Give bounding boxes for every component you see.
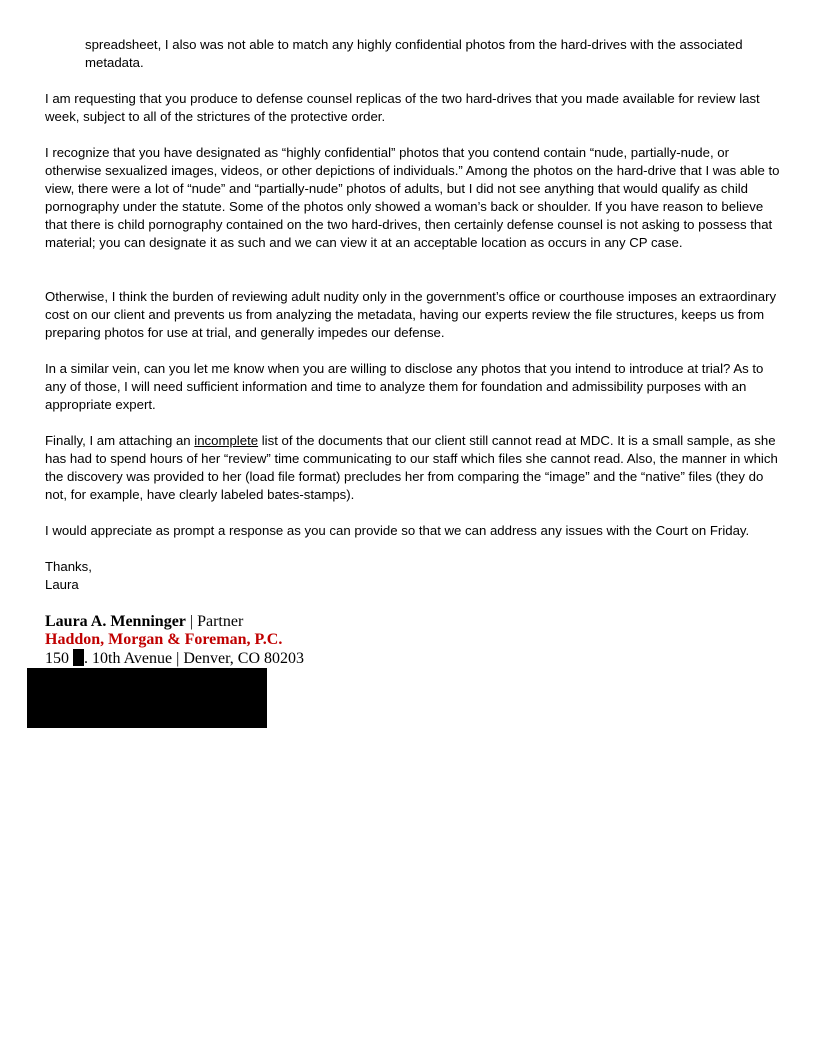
paragraph-continuation: spreadsheet, I also was not able to match any highly confidential photos from the hard-drives with the associated metadata. <box>85 37 743 70</box>
paragraph-text: Finally, I am attaching an <box>45 433 195 448</box>
paragraph-burden: Otherwise, I think the burden of reviewing adult nudity only in the government’s office or courthouse imposes an extraordinary cost on our client and prevents us from analyzing the metadata, having our experts review the file structures, keeps us from preparing photos for use at trial, and generally impedes our defense. <box>45 289 777 340</box>
signature-title: Partner <box>197 613 244 630</box>
paragraph-request-replicas: I am requesting that you produce to defense counsel replicas of the two hard-drives that you made available for review last week, subject to all of the strictures of the protective order. <box>45 91 760 124</box>
paragraph-text: list of the documents that our client still cannot read at MDC. It is a small sample, as she has had to spend hours of her “review” time communicating to our staff which files she cannot read. Also, the manner in which the discovery was provided to her (load file format) precludes her from comparing the “image” and the “native” files (they do not, for example, have clearly labeled bates-stamps). <box>45 433 778 502</box>
paragraph-prompt-response: I would appreciate as prompt a response as you can provide so that we can address any issues with the Court on Friday. <box>45 523 750 538</box>
signature-name-line <box>45 613 243 631</box>
signature-separator: | <box>185 613 198 630</box>
signature-firm: Haddon, Morgan & Foreman, P.C. <box>45 631 283 648</box>
paragraph-highly-confidential: I recognize that you have designated as “highly confidential” photos that you contend contain “nude, partially-nude, or otherwise sexualized images, videos, or other depictions of individuals.” Among the photos on the hard-drive that I was able to view, there were a lot of “nude” and “partially-nude” photos of adults, but I did not see anything that would qualify as child pornography under the statute. Some of the photos only showed a woman’s back or shoulder. If you have reason to believe that there is child pornography contained on the two hard-drives, then certainly defense counsel is not asking to possess that material; you can designate it as such and we can view it at an acceptable location as occurs in any CP case. <box>45 145 780 250</box>
paragraph-incomplete-list <box>45 432 780 504</box>
signature-name: Laura A. Menninger <box>45 613 186 630</box>
closing-thanks: Thanks, <box>45 559 92 574</box>
inline-redaction <box>73 649 84 666</box>
address-suffix: . 10th Avenue | Denver, CO 80203 <box>84 650 305 667</box>
paragraph-trial-photos: In a similar vein, can you let me know when you are willing to disclose any photos that you intend to introduce at trial? As to any of those, I will need sufficient information and time to analyze them for foundation and admissibility purposes with an appropriate expert. <box>45 361 764 412</box>
underlined-word: incomplete <box>194 433 259 448</box>
address-prefix: 150 <box>45 650 73 667</box>
closing-name: Laura <box>45 577 79 592</box>
redaction-block <box>27 668 267 728</box>
signature-address <box>45 649 304 668</box>
